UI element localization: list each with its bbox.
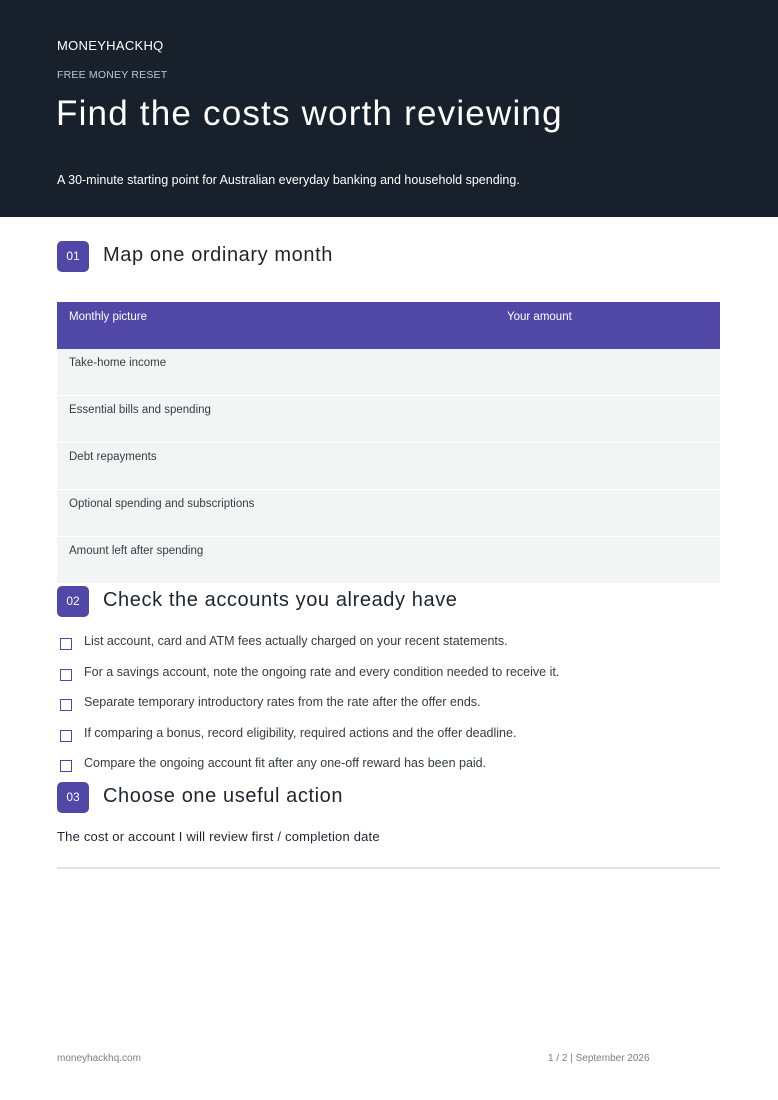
checkbox[interactable] — [60, 638, 72, 650]
page-header — [0, 0, 778, 217]
column-header-your-amount: Your amount — [507, 311, 572, 323]
section-number-badge: 01 — [57, 241, 89, 272]
table-row — [57, 490, 720, 537]
header-kicker: FREE MONEY RESET — [57, 69, 168, 81]
section-title: Check the accounts you already have — [103, 589, 458, 611]
checklist-item — [57, 694, 720, 725]
checklist-item — [57, 664, 720, 695]
section-title: Map one ordinary month — [103, 244, 333, 266]
checkbox[interactable] — [60, 760, 72, 772]
row-label: Amount left after spending — [69, 545, 204, 557]
checkbox[interactable] — [60, 730, 72, 742]
checklist-item — [57, 633, 720, 664]
account-checklist — [57, 633, 720, 786]
row-label: Optional spending and subscriptions — [69, 498, 255, 510]
checklist-item-text: If comparing a bonus, record eligibility, required actions and the offer deadline. — [84, 725, 517, 740]
action-write-line[interactable] — [57, 867, 720, 869]
footer-page-info: 1 / 2 | September 2026 — [548, 1053, 650, 1064]
column-header-monthly-picture: Monthly picture — [69, 311, 147, 323]
table-header — [57, 302, 720, 349]
table-row — [57, 396, 720, 443]
page-subtitle: A 30-minute starting point for Australian everyday banking and household spending. — [57, 173, 520, 187]
page-title: Find the costs worth reviewing — [56, 94, 563, 133]
checklist-item — [57, 725, 720, 756]
checklist-item — [57, 755, 720, 786]
brand-name: MONEYHACKHQ — [57, 38, 164, 53]
row-label: Essential bills and spending — [69, 404, 211, 416]
section-number-badge: 02 — [57, 586, 89, 617]
row-label: Debt repayments — [69, 451, 157, 463]
row-label: Take-home income — [69, 357, 167, 369]
section-number-badge: 03 — [57, 782, 89, 813]
checkbox[interactable] — [60, 669, 72, 681]
checkbox[interactable] — [60, 699, 72, 711]
monthly-picture-table — [57, 302, 720, 584]
checklist-item-text: For a savings account, note the ongoing rate and every condition needed to receive it. — [84, 664, 560, 679]
table-row — [57, 537, 720, 584]
action-prompt: The cost or account I will review first / completion date — [57, 829, 380, 844]
checklist-item-text: Compare the ongoing account fit after any one-off reward has been paid. — [84, 756, 487, 771]
section-title: Choose one useful action — [103, 785, 344, 807]
table-row — [57, 349, 720, 396]
checklist-item-text: Separate temporary introductory rates from the rate after the offer ends. — [84, 695, 481, 710]
checklist-item-text: List account, card and ATM fees actually charged on your recent statements. — [84, 634, 508, 648]
footer-site: moneyhackhq.com — [57, 1053, 141, 1064]
table-row — [57, 443, 720, 490]
